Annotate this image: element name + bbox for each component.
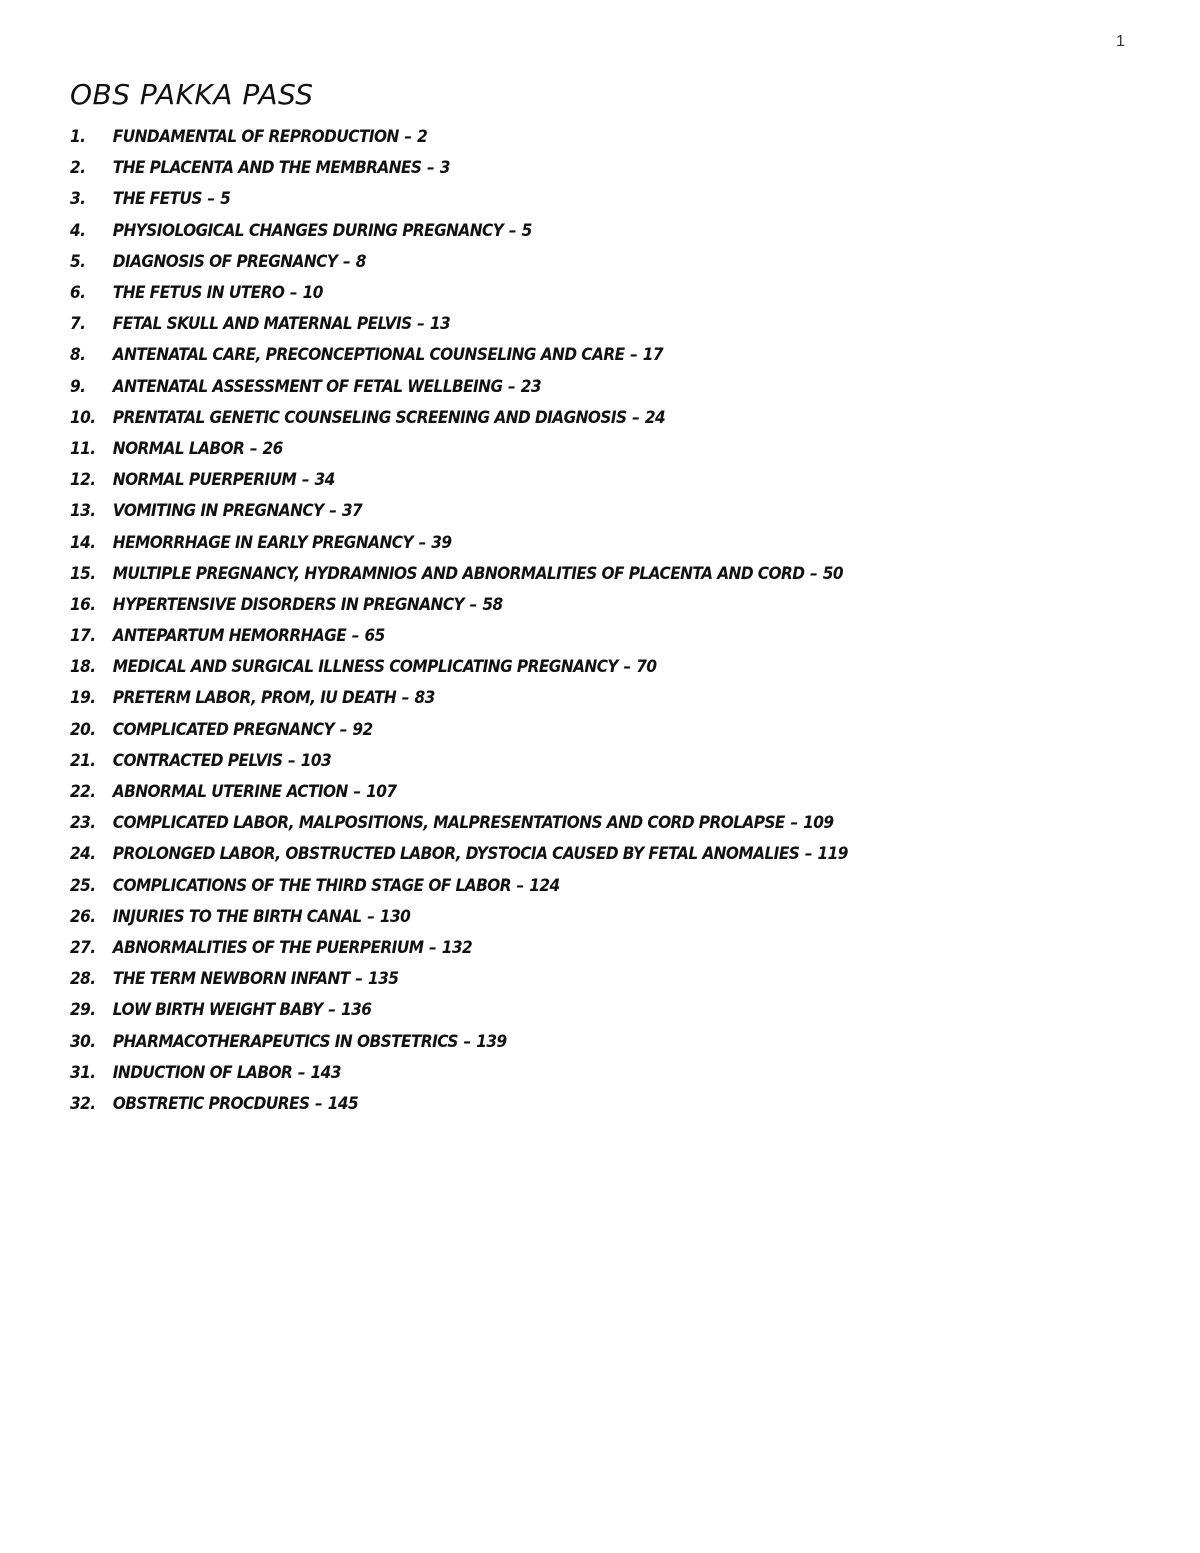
- toc-entry: [70, 838, 848, 869]
- toc-entry-number: 8.: [70, 345, 86, 365]
- toc-entry-number: 31.: [70, 1062, 96, 1082]
- toc-entry: [70, 745, 848, 776]
- toc-entry: [70, 932, 848, 963]
- toc-entry-number: 15.: [70, 563, 96, 583]
- toc-entry-title: INDUCTION OF LABOR: [112, 1062, 293, 1082]
- toc-entry-separator: –: [508, 376, 516, 396]
- toc-entry-title: DIAGNOSIS OF PREGNANCY: [112, 251, 338, 271]
- document-title: OBS PAKKA PASS: [70, 78, 314, 111]
- toc-entry-number: 12.: [70, 470, 96, 490]
- toc-entry: [70, 776, 848, 807]
- toc-entry-separator: –: [429, 937, 437, 957]
- toc-entry-separator: –: [301, 470, 309, 490]
- toc-entry-page: 2: [417, 127, 428, 147]
- toc-entry-separator: –: [623, 657, 631, 677]
- toc-entry: [70, 714, 848, 745]
- toc-entry-title: FETAL SKULL AND MATERNAL PELVIS: [112, 314, 412, 334]
- toc-entry-number: 11.: [70, 438, 96, 458]
- toc-entry-number: 6.: [70, 283, 86, 303]
- toc-entry-page: 124: [529, 875, 560, 895]
- toc-entry: [70, 121, 848, 152]
- toc-entry-title: THE PLACENTA AND THE MEMBRANES: [112, 158, 422, 178]
- toc-entry-title: ANTEPARTUM HEMORRHAGE: [112, 626, 347, 646]
- toc-entry: [70, 464, 848, 495]
- toc-entry-page: 17: [642, 345, 664, 365]
- toc-entry-page: 119: [817, 844, 848, 864]
- toc-entry-page: 23: [520, 376, 542, 396]
- toc-entry: [70, 402, 848, 433]
- toc-entry-separator: –: [339, 719, 347, 739]
- toc-entry-page: 10: [302, 283, 323, 303]
- toc-entry-page: 34: [314, 470, 335, 490]
- toc-entry-page: 103: [300, 750, 332, 770]
- toc-entry-number: 13.: [70, 501, 96, 521]
- toc-entry-page: 109: [803, 813, 834, 833]
- toc-entry: [70, 589, 848, 620]
- toc-entry-separator: –: [804, 844, 812, 864]
- toc-entry: [70, 308, 848, 339]
- toc-entry-separator: –: [329, 501, 337, 521]
- toc-entry-title: THE TERM NEWBORN INFANT: [112, 969, 350, 989]
- toc-entry-title: PRENTATAL GENETIC COUNSELING SCREENING AND DIAGNOSIS: [112, 407, 627, 427]
- toc-entry: [70, 1025, 848, 1056]
- toc-entry-number: 32.: [70, 1093, 96, 1113]
- toc-entry-separator: –: [353, 782, 361, 802]
- toc-entry-page: 143: [310, 1062, 341, 1082]
- toc-entry: [70, 339, 848, 370]
- toc-entry-separator: –: [417, 314, 425, 334]
- toc-entry-separator: –: [207, 189, 215, 209]
- toc-entry-page: 70: [636, 657, 657, 677]
- toc-entry: [70, 183, 848, 214]
- toc-entry-page: 65: [364, 626, 385, 646]
- toc-entry-separator: –: [289, 283, 298, 303]
- toc-entry: [70, 558, 848, 589]
- toc-entry-separator: –: [630, 345, 638, 365]
- toc-entry-number: 22.: [70, 782, 96, 802]
- toc-entry-page: 136: [340, 1000, 372, 1020]
- toc-entry-title: FUNDAMENTAL OF REPRODUCTION: [112, 127, 399, 147]
- toc-entry-title: NORMAL LABOR: [112, 438, 245, 458]
- toc-entry-separator: –: [418, 532, 426, 552]
- toc-entry-page: 139: [476, 1031, 507, 1051]
- toc-entry-number: 10.: [70, 407, 96, 427]
- toc-entry-page: 145: [327, 1093, 359, 1113]
- toc-entry-title: COMPLICATED LABOR, MALPOSITIONS, MALPRESENTATIONS AND CORD PROLAPSE: [112, 813, 785, 833]
- toc-entry: [70, 682, 848, 713]
- toc-entry-number: 29.: [70, 1000, 96, 1020]
- toc-entry-page: 24: [644, 407, 666, 427]
- toc-entry: [70, 495, 848, 526]
- toc-entry: [70, 433, 848, 464]
- toc-entry-separator: –: [790, 813, 798, 833]
- toc-entry-separator: –: [404, 127, 412, 147]
- toc-entry-page: 5: [521, 220, 532, 240]
- toc-entry-title: ANTENATAL CARE, PRECONCEPTIONAL COUNSELING AND CARE: [112, 345, 625, 365]
- toc-entry-separator: –: [328, 1000, 336, 1020]
- toc-entry-number: 23.: [70, 813, 96, 833]
- toc-entry-separator: –: [508, 220, 516, 240]
- toc-entry-separator: –: [315, 1093, 323, 1113]
- toc-entry-title: VOMITING IN PREGNANCY: [112, 501, 324, 521]
- toc-entry: [70, 215, 848, 246]
- toc-entry-page: 3: [439, 158, 450, 178]
- toc-entry-number: 14.: [70, 532, 96, 552]
- toc-entry-page: 39: [431, 532, 452, 552]
- toc-entry-title: ANTENATAL ASSESSMENT OF FETAL WELLBEING: [112, 376, 503, 396]
- toc-entry-number: 9.: [70, 376, 86, 396]
- toc-entry-number: 1.: [70, 127, 86, 147]
- toc-entry-page: 50: [822, 563, 843, 583]
- toc-entry-page: 92: [352, 719, 373, 739]
- toc-entry: [70, 277, 848, 308]
- table-of-contents: [70, 121, 906, 1119]
- toc-entry-title: INJURIES TO THE BIRTH CANAL: [112, 906, 362, 926]
- page-number: 1: [1116, 33, 1125, 50]
- toc-entry-number: 4.: [70, 220, 86, 240]
- toc-entry-number: 18.: [70, 657, 96, 677]
- toc-entry: [70, 371, 848, 402]
- toc-entry-page: 58: [482, 594, 503, 614]
- toc-entry: [70, 651, 848, 682]
- toc-entry-title: ABNORMALITIES OF THE PUERPERIUM: [112, 937, 424, 957]
- toc-entry-number: 16.: [70, 594, 96, 614]
- toc-entry-page: 135: [367, 969, 399, 989]
- toc-entry-title: PHYSIOLOGICAL CHANGES DURING PREGNANCY: [112, 220, 504, 240]
- toc-entry: [70, 246, 848, 277]
- toc-entry-separator: –: [249, 438, 257, 458]
- toc-entry: [70, 152, 848, 183]
- toc-entry-separator: –: [516, 875, 524, 895]
- toc-entry-number: 24.: [70, 844, 96, 864]
- toc-entry-separator: –: [810, 563, 818, 583]
- toc-entry-number: 25.: [70, 875, 96, 895]
- toc-entry-title: CONTRACTED PELVIS: [112, 750, 283, 770]
- toc-entry-title: COMPLICATED PREGNANCY: [112, 719, 335, 739]
- toc-entry: [70, 526, 848, 557]
- toc-entry-separator: –: [288, 750, 296, 770]
- toc-entry-number: 21.: [70, 750, 96, 770]
- toc-entry-title: THE FETUS: [112, 189, 202, 209]
- toc-entry-page: 37: [341, 501, 363, 521]
- toc-entry-separator: –: [342, 251, 351, 271]
- toc-entry-page: 8: [355, 251, 366, 271]
- toc-entry-number: 7.: [70, 314, 86, 334]
- toc-entry: [70, 994, 848, 1025]
- toc-entry-title: ABNORMAL UTERINE ACTION: [112, 782, 348, 802]
- toc-entry-separator: –: [426, 158, 435, 178]
- toc-entry-number: 2.: [70, 158, 86, 178]
- toc-entry-page: 13: [429, 314, 451, 334]
- toc-entry-number: 27.: [70, 937, 96, 957]
- toc-entry-title: THE FETUS IN UTERO: [112, 283, 285, 303]
- toc-entry-title: PHARMACOTHERAPEUTICS IN OBSTETRICS: [112, 1031, 458, 1051]
- toc-entry: [70, 1057, 848, 1088]
- toc-entry-separator: –: [463, 1031, 471, 1051]
- toc-entry-title: OBSTRETIC PROCDURES: [112, 1093, 310, 1113]
- toc-entry-title: PRETERM LABOR, PROM, IU DEATH: [112, 688, 397, 708]
- toc-entry-title: NORMAL PUERPERIUM: [112, 470, 297, 490]
- toc-entry-separator: –: [367, 906, 375, 926]
- toc-entry-number: 26.: [70, 906, 96, 926]
- toc-entry-page: 5: [220, 189, 231, 209]
- toc-entry: [70, 620, 848, 651]
- toc-entry-number: 19.: [70, 688, 96, 708]
- toc-entry-title: MEDICAL AND SURGICAL ILLNESS COMPLICATING PREGNANCY: [112, 657, 618, 677]
- toc-entry-title: HYPERTENSIVE DISORDERS IN PREGNANCY: [112, 594, 465, 614]
- toc-entry-separator: –: [401, 688, 409, 708]
- toc-entry-title: HEMORRHAGE IN EARLY PREGNANCY: [112, 532, 413, 552]
- toc-entry-page: 83: [414, 688, 435, 708]
- toc-entry-number: 17.: [70, 626, 96, 646]
- toc-entry-separator: –: [469, 594, 477, 614]
- toc-entry-number: 30.: [70, 1031, 96, 1051]
- toc-entry-separator: –: [351, 626, 359, 646]
- toc-entry-separator: –: [297, 1062, 305, 1082]
- toc-entry-number: 20.: [70, 719, 96, 739]
- toc-entry-page: 130: [379, 906, 411, 926]
- toc-entry-number: 28.: [70, 969, 96, 989]
- toc-entry-title: LOW BIRTH WEIGHT BABY: [112, 1000, 323, 1020]
- toc-entry-number: 5.: [70, 251, 86, 271]
- toc-entry-separator: –: [355, 969, 363, 989]
- toc-entry-title: MULTIPLE PREGNANCY, HYDRAMNIOS AND ABNORMALITIES OF PLACENTA AND CORD: [112, 563, 805, 583]
- toc-entry-page: 26: [262, 438, 283, 458]
- toc-entry: [70, 870, 848, 901]
- toc-entry: [70, 1088, 848, 1119]
- toc-entry-number: 3.: [70, 189, 86, 209]
- toc-entry-page: 132: [441, 937, 473, 957]
- toc-entry: [70, 901, 848, 932]
- toc-entry-page: 107: [366, 782, 397, 802]
- toc-entry: [70, 963, 848, 994]
- toc-entry: [70, 807, 848, 838]
- toc-entry-title: PROLONGED LABOR, OBSTRUCTED LABOR, DYSTOCIA CAUSED BY FETAL ANOMALIES: [112, 844, 800, 864]
- toc-entry-separator: –: [632, 407, 640, 427]
- toc-entry-title: COMPLICATIONS OF THE THIRD STAGE OF LABOR: [112, 875, 511, 895]
